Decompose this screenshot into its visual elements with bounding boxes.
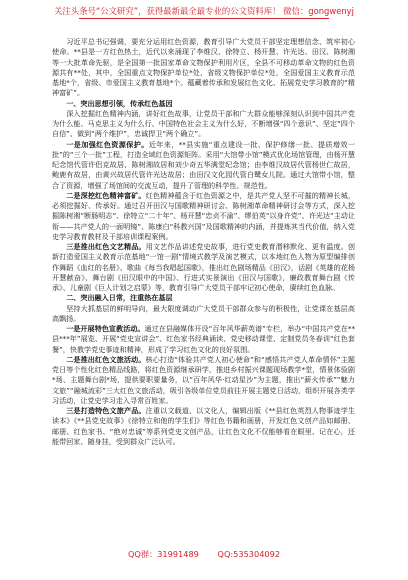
promo-banner[interactable] <box>0 6 408 19</box>
body-paragraph <box>52 109 355 140</box>
paragraph-text: 近年来，**县实施“重点建设一批、保护修缮一批、提质增效一批”的“三个一批”工程，打造全域红色资源矩阵。采用“大馆带小馆”模式优化场馆管理，由杨开慧纪念馆代管许侣克故居、陈树湘故居和刘少奇五华满堂纪念馆；由李维汉故居代管杨世仁故居，鲍鹿有故居，由黄兴故居代管许光达故居；由田汉文化园代管白鹭女儿院。通过大馆带小馆，整合了资源，增强了场馆间的交流互动，提升了管理的科学性、规范性。 <box>52 139 355 190</box>
document-body <box>52 37 355 447</box>
paragraph-text: 通过在县融媒体开设“百年风华薪英谱”专栏，举办“中国共产党在**县***年”展览、开展“党史宣讲会”、红色家书经典诵读、党史移动课堂、定制党员冬春训“红色套餐”，快教学党史事迹和精神，形成了学习红色文化的良好氛围。 <box>52 324 356 354</box>
paragraph-text: 注重以文载道、以文化人，编辑出版《**县红色英烈人物事迹学生读本》《**县党史故事》《徐特立和他的学生们》等红色书籍和画册，开发红色文创产品如邮册、邮册、红色家书、“绝对忠诚”等系列党史文创产品，让红色文化不仅能够看在眼里、记在心，还能带回家、随身挂，受到群众广泛认可。 <box>52 406 356 446</box>
paragraph-text: 用文艺作品讲述党史故事，进行党史教育潜移默化、更有温度。创新打造爱国主义教育示范基地“一馆一剧”情境式教学及演艺模式，以本地红色人物为原型编排创作舞蹈《血红的名册》、歌曲《每当我唱起国歌》，推出红色剧场精品《田汉》，话剧《英雄的花杨开慧献奋》、舞台剧《田汉眼中的中国》、行进式实景演出《田汉与国歌》，廉政教育舞台剧《传承》、儿童剧《巨人计划之启蒙》等，教育引导广大党员干部牢记初心使命，赓续红色血脉。 <box>52 242 356 292</box>
section-heading: 一、突出思想引领，传承红色基因 <box>66 98 173 108</box>
body-paragraph <box>52 37 355 99</box>
banner-underline <box>79 18 329 19</box>
paragraph-lead: 三是打造特色文旅产品。 <box>66 406 146 415</box>
paragraph-text: 核心打造“体验共产党人初心使命”和“感悟共产党人革命情怀”主题党日等个性化红色精品线路，将红色资源继承研学，推进乡村振兴课题现场教学*堂，情景体验剧*场、主题舞台剧*场，提供要职要量务，以“百年风华·红动星沙”为主题，推出“薪火传承”“魅力文旅”“融城流彩”三大红色文旅活动，吸引各级单位党员前往开展主题党日活动，组织开展各类学习活动，让党史学习走入寻常百姓家。 <box>52 354 356 405</box>
paragraph-text: 红色精神蕴含于红色资源之中，是共产党人坚不可摧的精神长城，必须挖掘好、传承好。通过召开田汉与国歌精神研讨会、陈树湘革命精神研讨会等方式，深入挖掘陈树湘“断肠明志”、徐特立“二十年”、杨开慧“忠贞不渝”、缪伯英“以身许党”、许光达“主动让衔——共产党人的一面明镜”、陈康白“科教兴国”及国歌精神的内涵，并提炼其当代价值，纳入党史学习教育教材及干部培训课程案例。 <box>52 190 356 241</box>
body-paragraph <box>52 324 355 355</box>
qq-group-text: QQ群：31991489 <box>127 549 199 559</box>
paragraph-text: 坚持大抓基层的鲜明导向，最大限度调动广大党员干部群众参与的积极性，让党课在基层高高飘扬。 <box>52 303 355 323</box>
paragraph-lead: 二是推出红色文旅活动。 <box>66 354 146 364</box>
body-paragraph <box>52 140 355 191</box>
paragraph-lead: 二是深挖红色精神富矿。 <box>66 190 146 200</box>
paragraph-lead: 三是推出红色文艺精品。 <box>66 242 146 251</box>
section-heading: 二、突出融入日常，注重热在基层 <box>66 293 173 303</box>
body-paragraph <box>52 191 355 242</box>
body-paragraph <box>52 304 355 325</box>
paragraph-text: 深入挖掘红色精神内涵，讲好红色故事，让党员干部和广大群众能够深刻认识到中国共产党为什么能、马克思主义为什么行、中国特色社会主义为什么好，不断增强“四个意识”、坚定“四个自信”、做到“两个维护”，忠诚捍卫“两个确立”。 <box>52 108 355 139</box>
paragraph-lead: 一是开展特色宣教活动。 <box>66 324 145 333</box>
body-paragraph <box>52 355 355 406</box>
contact-footer <box>0 549 408 560</box>
body-paragraph <box>52 242 355 293</box>
paragraph-lead: 一是加强红色资源保护。 <box>66 139 149 149</box>
paragraph-text: 习近平总书记强调，要充分运用红色资源，教育引导广大党员干部坚定理想信念、筑牢初心使命。**县是一方红色热土，近代以来涌现了李维汉、徐特立、杨开慧、许光达、田汉、陈树湘等一大批革命先驱，是全国第一批国家革命文物保护利用片区，全县不可移动革命文物的红色资源共有**处，其中，全国重点文物保护单位*处，省级文物保护单位*处，全国爱国主义教育示范基地*个，省级、市爱国主义教育基地*个。蕴藏着传承和发展红色文化、拓展党史学习教育的“精神富矿”。 <box>52 37 355 98</box>
qq-number-text: QQ:535304092 <box>217 549 281 559</box>
promo-banner-text[interactable]: 关注头条号“公文研究”，获得最新最全最专业的公文资料库！ 微信：gongwenyj <box>54 6 354 16</box>
body-paragraph <box>52 406 355 447</box>
